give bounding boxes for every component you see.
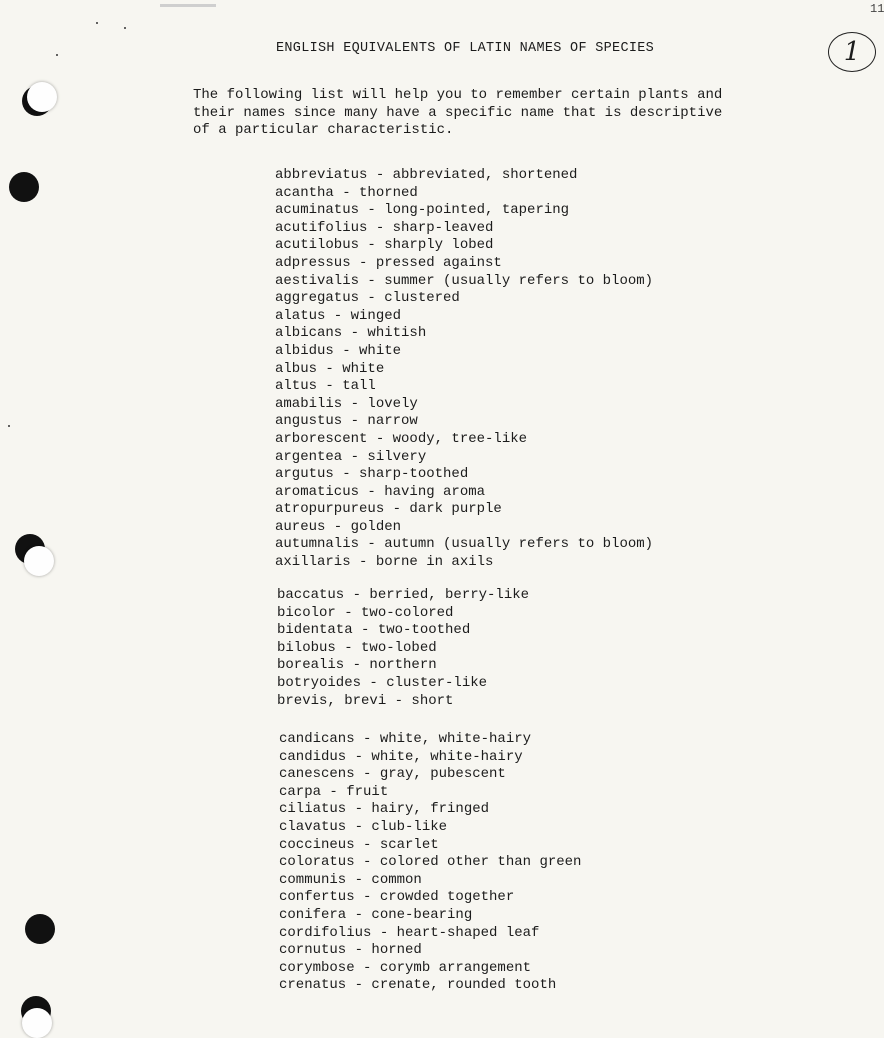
list-item: bilobus - two-lobed [277, 639, 437, 656]
list-item: autumnalis - autumn (usually refers to bloom) [275, 536, 654, 553]
entry-group-b [277, 587, 529, 710]
list-item: acutilobus - sharply lobed [275, 237, 494, 254]
list-item: candicans - white, white-hairy [279, 731, 532, 747]
list-item: albicans - whitish [275, 325, 427, 342]
list-item: bidentata - two-toothed [277, 622, 471, 639]
list-item: ciliatus - hairy, fringed [279, 801, 490, 818]
list-item: borealis - northern [277, 657, 437, 674]
list-item: argentea - silvery [275, 448, 427, 465]
list-item: clavatus - club-like [279, 818, 448, 835]
list-item: candidus - white, white-hairy [279, 748, 523, 765]
intro-line: of a particular characteristic. [193, 122, 454, 139]
list-item: alatus - winged [275, 307, 402, 324]
list-item: axillaris - borne in axils [275, 554, 494, 571]
list-item: brevis, brevi - short [277, 692, 454, 709]
punch-hole [9, 172, 39, 202]
list-item: arborescent - woody, tree-like [275, 430, 528, 447]
entry-group-a [275, 167, 653, 572]
list-item: albus - white [275, 360, 385, 377]
list-item: bicolor - two-colored [277, 604, 454, 621]
list-item: acantha - thorned [275, 184, 418, 201]
list-item: botryoides - cluster-like [277, 674, 488, 691]
punch-hole [22, 1008, 52, 1038]
page-number: 1 [828, 32, 876, 72]
entry-group-c [279, 731, 581, 995]
list-item: acutifolius - sharp-leaved [275, 219, 494, 236]
list-item: aromaticus - having aroma [275, 483, 486, 500]
list-item: coccineus - scarlet [279, 836, 439, 853]
list-item: aureus - golden [275, 518, 402, 535]
list-item: cordifolius - heart-shaped leaf [279, 924, 540, 941]
list-item: abbreviatus - abbreviated, shortened [275, 167, 578, 183]
list-item: albidus - white [275, 342, 402, 359]
speck [124, 27, 126, 29]
list-item: atropurpureus - dark purple [275, 501, 502, 518]
punch-hole [24, 546, 54, 576]
intro-paragraph [193, 87, 793, 140]
list-item: amabilis - lovely [275, 395, 418, 412]
list-item: conifera - cone-bearing [279, 906, 473, 923]
list-item: crenatus - crenate, rounded tooth [279, 977, 557, 994]
list-item: confertus - crowded together [279, 889, 515, 906]
corner-mark: 11 [870, 2, 884, 16]
punch-hole [27, 82, 57, 112]
list-item: altus - tall [275, 378, 376, 395]
list-item: aestivalis - summer (usually refers to bloom) [275, 272, 654, 289]
intro-line: their names since many have a specific name that is descriptive [193, 104, 723, 121]
punch-hole [25, 914, 55, 944]
speck [8, 425, 10, 427]
list-item: baccatus - berried, berry-like [277, 587, 530, 603]
list-item: coloratus - colored other than green [279, 854, 582, 871]
speck [96, 22, 98, 24]
list-item: corymbose - corymb arrangement [279, 959, 532, 976]
document-title: ENGLISH EQUIVALENTS OF LATIN NAMES OF SPECIES [276, 41, 655, 56]
speck [56, 54, 58, 56]
intro-line: The following list will help you to remember certain plants and [193, 87, 723, 103]
list-item: cornutus - horned [279, 942, 422, 959]
list-item: canescens - gray, pubescent [279, 766, 506, 783]
list-item: argutus - sharp-toothed [275, 466, 469, 483]
list-item: aggregatus - clustered [275, 290, 460, 307]
list-item: adpressus - pressed against [275, 254, 502, 271]
top-edge-mark [160, 4, 216, 7]
list-item: angustus - narrow [275, 413, 418, 430]
list-item: acuminatus - long-pointed, tapering [275, 202, 570, 219]
list-item: carpa - fruit [279, 783, 389, 800]
list-item: communis - common [279, 871, 422, 888]
